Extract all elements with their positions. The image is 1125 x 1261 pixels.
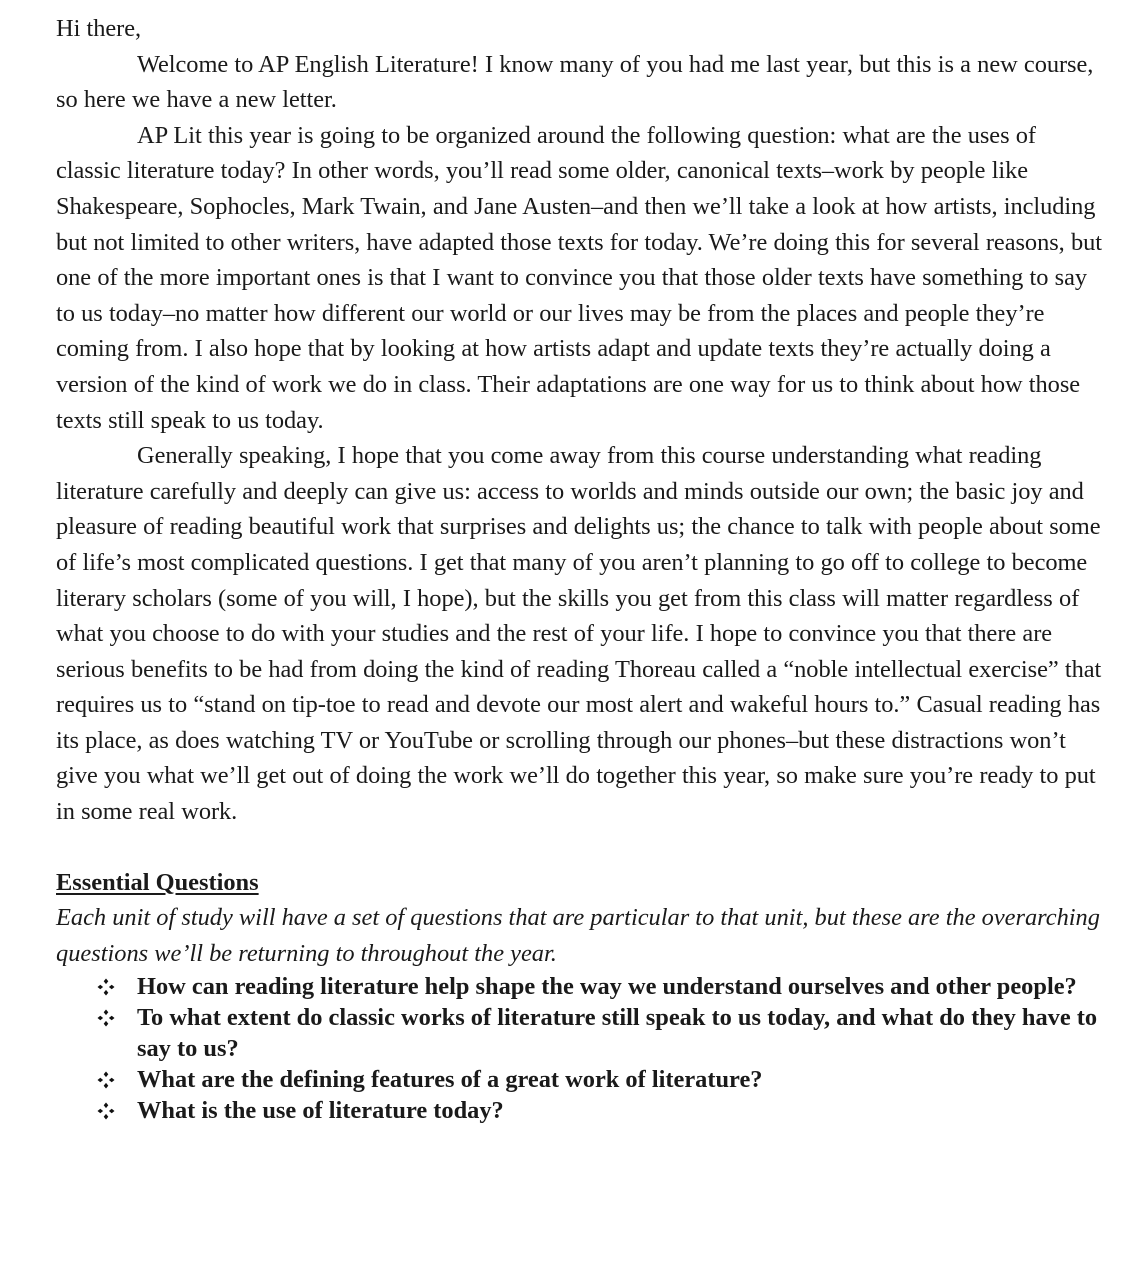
essential-questions-section [56, 865, 1106, 1127]
four-diamond-bullet-icon [94, 971, 118, 1002]
question-item [56, 1064, 1106, 1095]
section-intro: Each unit of study will have a set of questions that are particular to that unit, but these are the overarching questions we’ll be returning to throughout the year. [56, 904, 1100, 967]
question-item [56, 971, 1106, 1002]
question-text: To what extent do classic works of literature still speak to us today, and what do they have to say to us? [137, 1004, 1098, 1063]
questions-list [56, 971, 1106, 1126]
four-diamond-bullet-icon [94, 1064, 118, 1095]
paragraph-welcome: Welcome to AP English Literature! I know many of you had me last year, but this is a new course, so here we have a new letter. [56, 50, 1094, 114]
question-text: What are the defining features of a great work of literature? [137, 1066, 763, 1094]
section-heading: Essential Questions [56, 868, 259, 896]
four-diamond-bullet-icon [94, 1002, 118, 1033]
paragraph-course-organization: AP Lit this year is going to be organized around the following question: what are the uses of classic literature today? In other words, you’ll read some older, canonical texts–work by people like Shakespeare, Sophocles, Mark Twain, and Jane Austen–and then we’ll take a look at how artists, including but not limited to other writers, have adapted those texts for today. We’re doing this for several reasons, but one of the more important ones is that I want to convince you that those older texts have something to say to us today–no matter how different our world or our lives may be from the places and people they’re coming from. I also hope that by looking at how artists adapt and update texts they’re actually doing a version of the kind of work we do in class. Their adaptations are one way for us to think about how those texts still speak to us today. [56, 121, 1102, 434]
document-page [56, 11, 1106, 1126]
paragraph-course-goals: Generally speaking, I hope that you come away from this course understanding what reading literature carefully and deeply can give us: access to worlds and minds outside our own; the basic joy and pleasure of reading beautiful work that surprises and delights us; the chance to talk with people about some of life’s most complicated questions. I get that many of you aren’t planning to go off to college to become literary scholars (some of you will, I hope), but the skills you get from this class will matter regardless of what you choose to do with your studies and the rest of your life. I hope to convince you that there are serious benefits to be had from doing the kind of reading Thoreau called a “noble intellectual exercise” that requires us to “stand on tip-toe to read and devote our most alert and wakeful hours to.” Casual reading has its place, as does watching TV or YouTube or scrolling through our phones–but these distractions won’t give you what we’ll get out of doing the work we’ll do together this year, so make sure you’re ready to put in some real work. [56, 442, 1102, 826]
four-diamond-bullet-icon [94, 1095, 118, 1126]
letter-body [56, 11, 1106, 830]
greeting: Hi there, [56, 15, 142, 42]
question-text: How can reading literature help shape the way we understand ourselves and other people? [137, 973, 1077, 1001]
question-item [56, 1002, 1106, 1064]
section-spacer [56, 830, 1106, 865]
question-item [56, 1095, 1106, 1126]
question-text: What is the use of literature today? [137, 1097, 504, 1125]
